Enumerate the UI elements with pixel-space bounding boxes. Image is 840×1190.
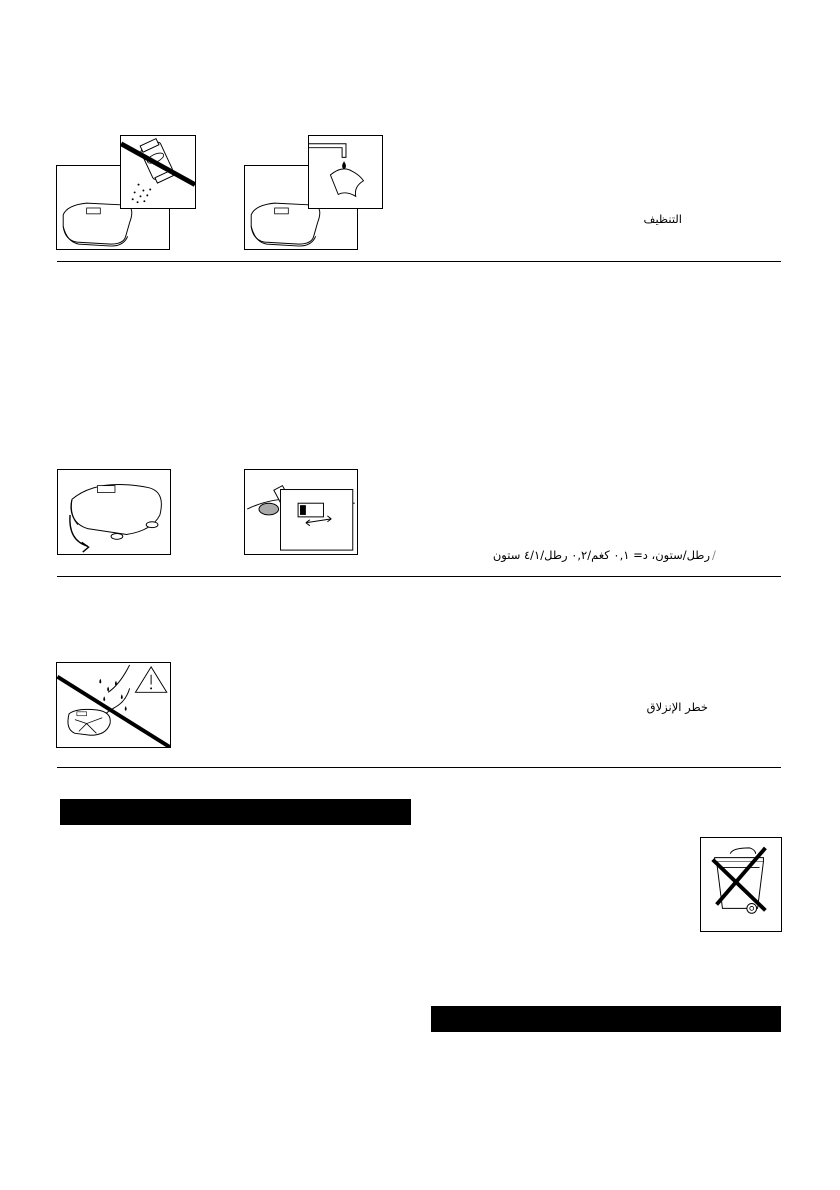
unit-switch-icon xyxy=(244,469,358,555)
section-heading-bar xyxy=(431,1006,781,1032)
damp-cloth-icon xyxy=(308,135,383,209)
turn-over-scale-icon xyxy=(57,469,171,555)
slip-hazard-label: خطر الإنزلاق xyxy=(646,700,708,714)
crossed-out-bin-icon xyxy=(700,837,782,932)
section-divider xyxy=(57,767,781,768)
slip-hazard-icon xyxy=(56,662,171,748)
section-divider xyxy=(57,576,781,577)
units-label: رطل/ستون، د= ٠,١ كغم/٠,٢ رطل/٤/١ ستون xyxy=(492,548,710,562)
section-heading-bar xyxy=(60,799,411,825)
section-divider xyxy=(57,261,781,262)
no-abrasive-cleaner-icon xyxy=(120,135,196,209)
units-separator: / xyxy=(712,548,716,562)
cleaning-label: التنظيف xyxy=(643,212,682,226)
